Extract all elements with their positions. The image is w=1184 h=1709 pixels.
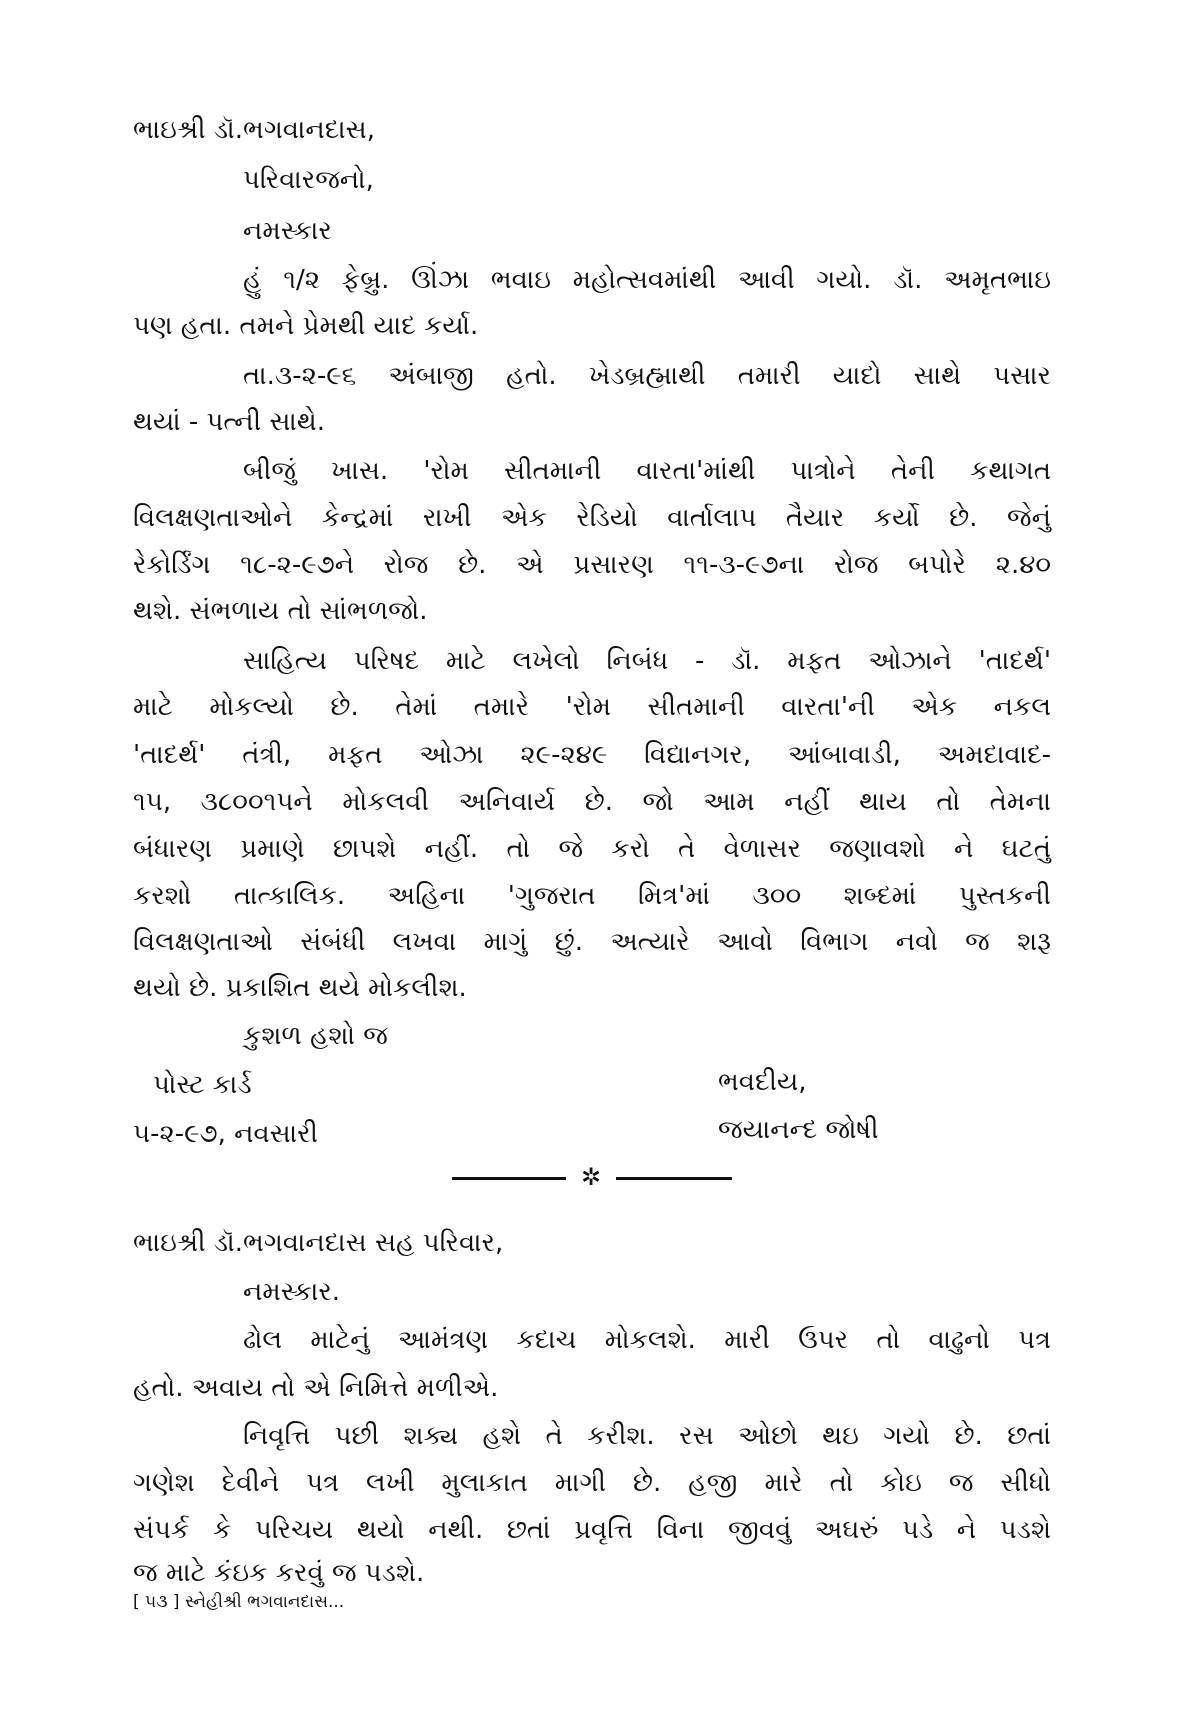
letter1-line: ૧૫, ૩૮૦૦૧૫ને મોકલવી અનિવાર્ય છે. જો આમ નહીં થાય તો તેમના	[133, 787, 1051, 817]
letter2-salutation: ભાઇશ્રી ડૉ.ભગવાનદાસ સહ પરિવાર,	[133, 1228, 504, 1258]
date-place: ૫-૨-૯૭, નવસારી	[133, 1119, 318, 1149]
letter2-line: સંપર્ક કે પરિચય થયો નથી. છતાં પ્રવૃત્તિ વિના જીવવું અઘરું પડે ને પડશે	[133, 1515, 1051, 1545]
closing: ભવદીય,	[718, 1067, 807, 1097]
divider-ornament: ✲	[566, 1162, 616, 1192]
letter1-line: બંધારણ પ્રમાણે છાપશે નહીં. તો જે કરો તે વેળાસર જણાવશો ને ઘટતું	[133, 834, 1051, 864]
letter2-line: હતો. અવાય તો એ નિમિત્તે મળીએ.	[133, 1373, 499, 1403]
letter1-line: વિલક્ષણતાઓ સંબંધી લખવા માગું છું. અત્યારે આવો વિભાગ નવો જ શરૂ	[133, 927, 1051, 957]
letter2-line: નિવૃત્તિ પછી શક્ય હશે તે કરીશ. રસ ઓછો થઇ ગયો છે. છતાં	[243, 1421, 1051, 1451]
letter1-line: કરશો તાત્કાલિક. અહિના 'ગુજરાત મિત્ર'માં ૩૦૦ શબ્દમાં પુસ્તકની	[133, 881, 1051, 911]
letter1-line: 'તાદર્થ' તંત્રી, મફત ઓઝા ૨૯-૨૪૯ વિદ્યાનગર, આંબાવાડી, અમદાવાદ-	[133, 740, 1051, 770]
letter1-line: થયાં - પત્ની સાથે.	[133, 407, 325, 437]
letter1-line: હું ૧/૨ ફેબ્રુ. ઊંઝા ભવાઇ મહોત્સવમાંથી આવી ગયો. ડૉ. અમૃતભાઇ	[243, 265, 1051, 295]
letter1-line: તા.૩-૨-૯૬ અંબાજી હતો. ખેડબ્રહ્માથી તમારી યાદો સાથે પસાર	[243, 361, 1051, 391]
postcard-label: પોસ્ટ કાર્ડ	[153, 1070, 252, 1100]
signature: જયાનન્દ જોષી	[718, 1115, 879, 1145]
letter1-line: બીજું ખાસ. 'રોમ સીતમાની વારતા'માંથી પાત્રોને તેની કથાગત	[243, 456, 1051, 486]
letter1-line: કુશળ હશો જ	[243, 1021, 388, 1051]
letter1-line: રેકોર્ડિંગ ૧૮-૨-૯૭ને રોજ છે. એ પ્રસારણ ૧૧-૩-૯૭ના રોજ બપોરે ૨.૪૦	[133, 550, 1051, 580]
letter1-salutation: ભાઇશ્રી ડૉ.ભગવાનદાસ,	[133, 115, 375, 145]
page-footer: [ ૫૩ ] સ્નેહીશ્રી ભગવાનદાસ...	[133, 1592, 345, 1612]
letter1-line: થશે. સંભળાય તો સાંભળજો.	[133, 596, 428, 626]
letter1-line: પણ હતા. તમને પ્રેમથી યાદ કર્યા.	[133, 311, 479, 341]
letter1-greeting: નમસ્કાર	[243, 216, 332, 246]
letter1-line: વિલક્ષણતાઓને કેન્દ્રમાં રાખી એક રેડિયો વાર્તાલાપ તૈયાર કર્યો છે. જેનું	[133, 503, 1051, 533]
letter2-line: જ માટે કંઇક કરવું જ પડશે.	[133, 1558, 425, 1588]
letter1-line: સાહિત્ય પરિષદ માટે લખેલો નિબંધ - ડૉ. મફત ઓઝાને 'તાદર્થ'	[243, 646, 1051, 676]
letter1-addressee: પરિવારજનો,	[243, 165, 374, 195]
letter2-line: ગણેશ દેવીને પત્ર લખી મુલાકાત માગી છે. હજી મારે તો કોઇ જ સીધો	[133, 1468, 1051, 1498]
letter2-greeting: નમસ્કાર.	[243, 1277, 341, 1307]
letter1-line: માટે મોકલ્યો છે. તેમાં તમારે 'રોમ સીતમાની વારતા'ની એક નકલ	[133, 692, 1051, 722]
letter1-line: થયો છે. પ્રકાશિત થયે મોકલીશ.	[133, 973, 467, 1003]
letter2-line: ઢોલ માટેનું આમંત્રણ કદાચ મોકલશે. મારી ઉપર તો વાઢુનો પત્ર	[243, 1325, 1051, 1355]
